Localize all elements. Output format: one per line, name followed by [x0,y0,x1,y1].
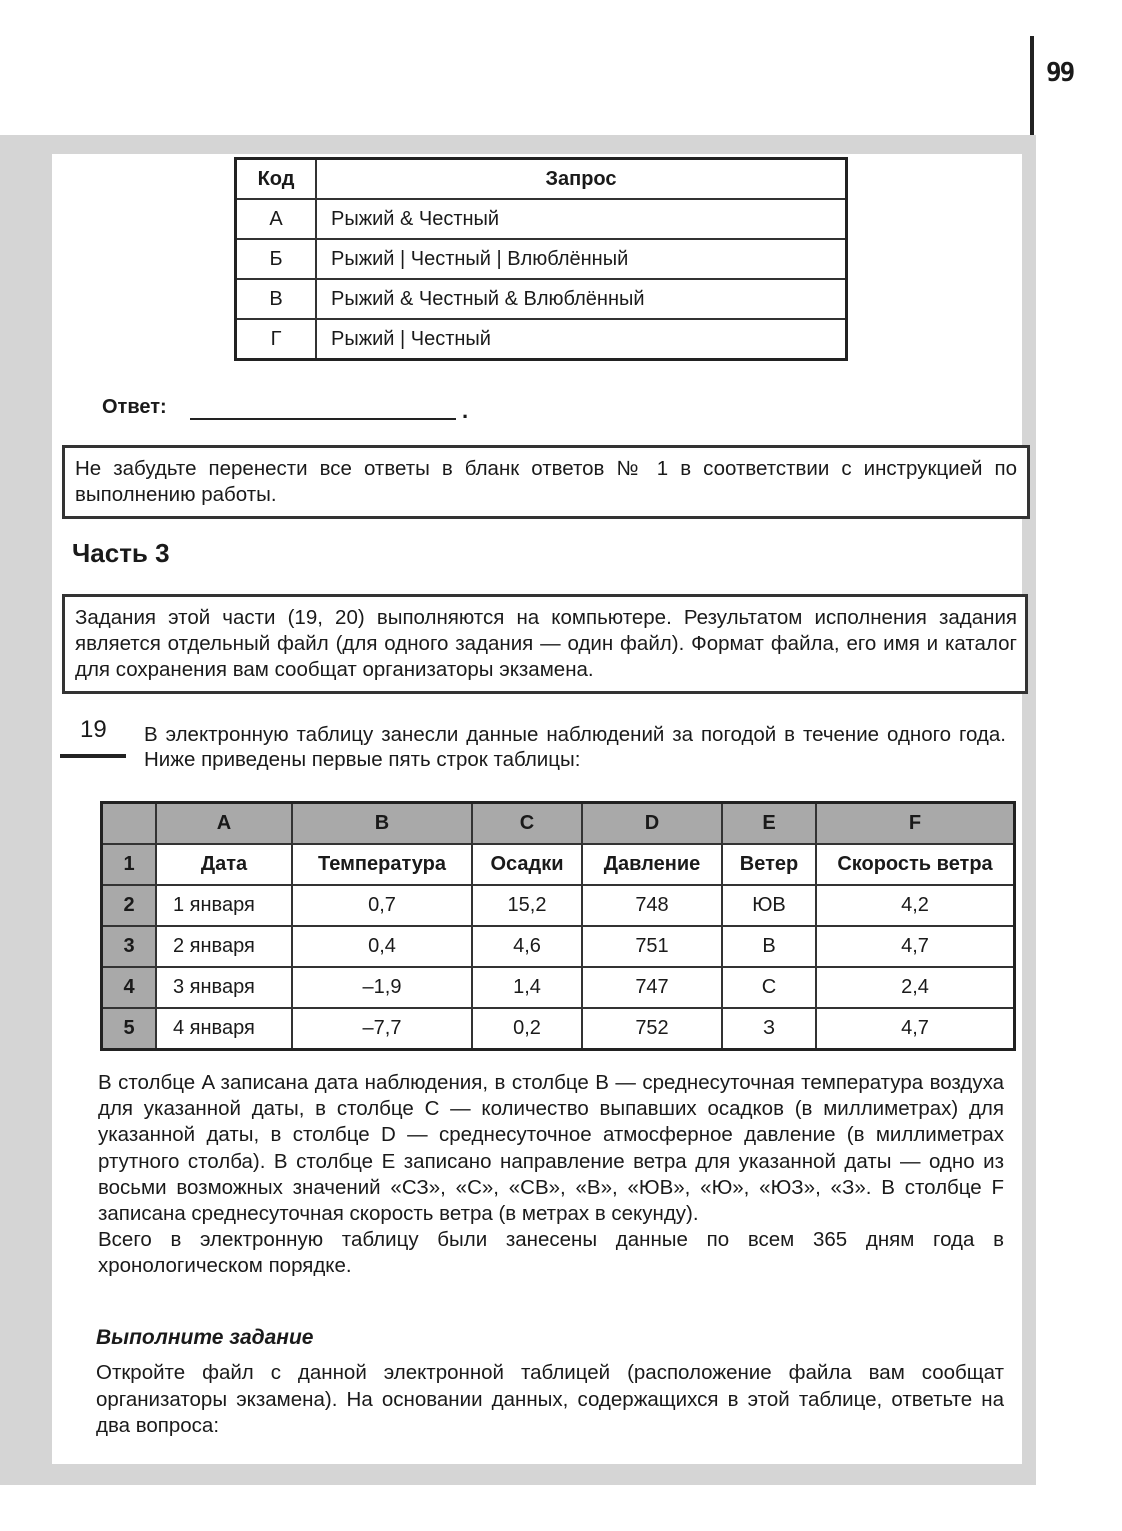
page-number: 99 [1046,58,1074,88]
sheet-cell: 3 января [156,967,292,1008]
column-header: B [292,803,472,845]
task-number: 19 [80,716,107,743]
sheet-cell: 4,7 [816,1008,1015,1050]
transfer-notice: Не забудьте перенести все ответы в бланк ответов № 1 в соответствии с инструкцией по выполнению работы. [62,445,1030,519]
query-code: Б [236,239,317,279]
table-row [102,967,1015,1008]
column-header: F [816,803,1015,845]
sheet-cell: 4,7 [816,926,1015,967]
sheet-cell: 0,7 [292,885,472,926]
query-code: В [236,279,317,319]
query-table [234,157,848,361]
answer-field[interactable] [190,418,456,420]
query-text: Рыжий & Честный & Влюблённый [316,279,847,319]
sheet-corner [102,803,157,845]
table-row [102,844,1015,885]
sheet-cell: Скорость ветра [816,844,1015,885]
sheet-cell: 752 [582,1008,722,1050]
sheet-cell: Ветер [722,844,816,885]
description-paragraph: Всего в электронную таблицу были занесены данные по всем 365 дням года в хронологическом порядке. [98,1228,1004,1278]
sheet-cell: 2 января [156,926,292,967]
task-description [98,1070,1004,1280]
column-header: D [582,803,722,845]
row-header: 5 [102,1008,157,1050]
answer-label: Ответ: [102,396,167,418]
table-row [236,239,847,279]
task-text: В электронную таблицу занесли данные наблюдений за погодой в течение одного года. Ниже приведены первые пять строк таблицы: [144,723,1006,771]
description-paragraph: В столбце A записана дата наблюдения, в столбце B — среднесуточная температура воздуха для указанной даты, в столбце C — количество выпавших осадков (в миллиметрах) для указанной даты, в столбце D — среднесуточное атмосферное давление (в миллиметрах ртутного столба). В столбце E записано направление ветра для указанной даты — одно из восьми возможных значений «СЗ», «С», «СВ», «В», «ЮВ», «Ю», «ЮЗ», «З». В столбце F записана среднесуточная скорость ветра (в метрах в секунду). [98,1071,1004,1226]
task-number-underline [60,754,126,758]
table-row [236,199,847,239]
column-header: A [156,803,292,845]
sheet-cell: Дата [156,844,292,885]
sheet-cell: Температура [292,844,472,885]
margin-rule [1030,36,1034,140]
sheet-cell: 748 [582,885,722,926]
sheet-cell: 4 января [156,1008,292,1050]
query-table-header-query: Запрос [316,159,847,200]
query-text: Рыжий | Честный [316,319,847,360]
task-subhead: Выполните задание [96,1326,314,1349]
sheet-cell: 4,6 [472,926,582,967]
table-row [236,279,847,319]
column-header: E [722,803,816,845]
sheet-cell: 1,4 [472,967,582,1008]
sheet-cell: 751 [582,926,722,967]
table-row [102,1008,1015,1050]
task-instruction: Откройте файл с данной электронной таблицей (расположение файла вам сообщат организаторы экзамена). На основании данных, содержащихся в этой таблице, ответьте на два вопроса: [96,1361,1004,1437]
table-row [102,926,1015,967]
part-intro: Задания этой части (19, 20) выполняются на компьютере. Результатом исполнения задания является отдельный файл (для одного задания — один файл). Формат файла, его имя и каталог для сохранения вам сообщат организаторы экзамена. [62,594,1028,694]
sheet-cell: З [722,1008,816,1050]
row-header: 4 [102,967,157,1008]
row-header: 2 [102,885,157,926]
row-header: 3 [102,926,157,967]
sheet-cell: Давление [582,844,722,885]
sheet-cell: 747 [582,967,722,1008]
part-title: Часть 3 [72,538,170,568]
sheet-cell: –7,7 [292,1008,472,1050]
table-row [236,319,847,360]
query-table-header-code: Код [236,159,317,200]
sheet-cell: 1 января [156,885,292,926]
query-code: А [236,199,317,239]
sheet-cell: Осадки [472,844,582,885]
sheet-cell: 0,4 [292,926,472,967]
column-header: C [472,803,582,845]
sheet-cell: –1,9 [292,967,472,1008]
query-code: Г [236,319,317,360]
sheet-cell: В [722,926,816,967]
query-text: Рыжий | Честный | Влюблённый [316,239,847,279]
sheet-cell: 2,4 [816,967,1015,1008]
sheet-cell: ЮВ [722,885,816,926]
row-header: 1 [102,844,157,885]
table-row [102,885,1015,926]
sheet-cell: 0,2 [472,1008,582,1050]
sheet-cell: С [722,967,816,1008]
spreadsheet-table [100,801,1016,1051]
sheet-cell: 4,2 [816,885,1015,926]
sheet-cell: 15,2 [472,885,582,926]
query-text: Рыжий & Честный [316,199,847,239]
answer-end: . [462,398,469,423]
